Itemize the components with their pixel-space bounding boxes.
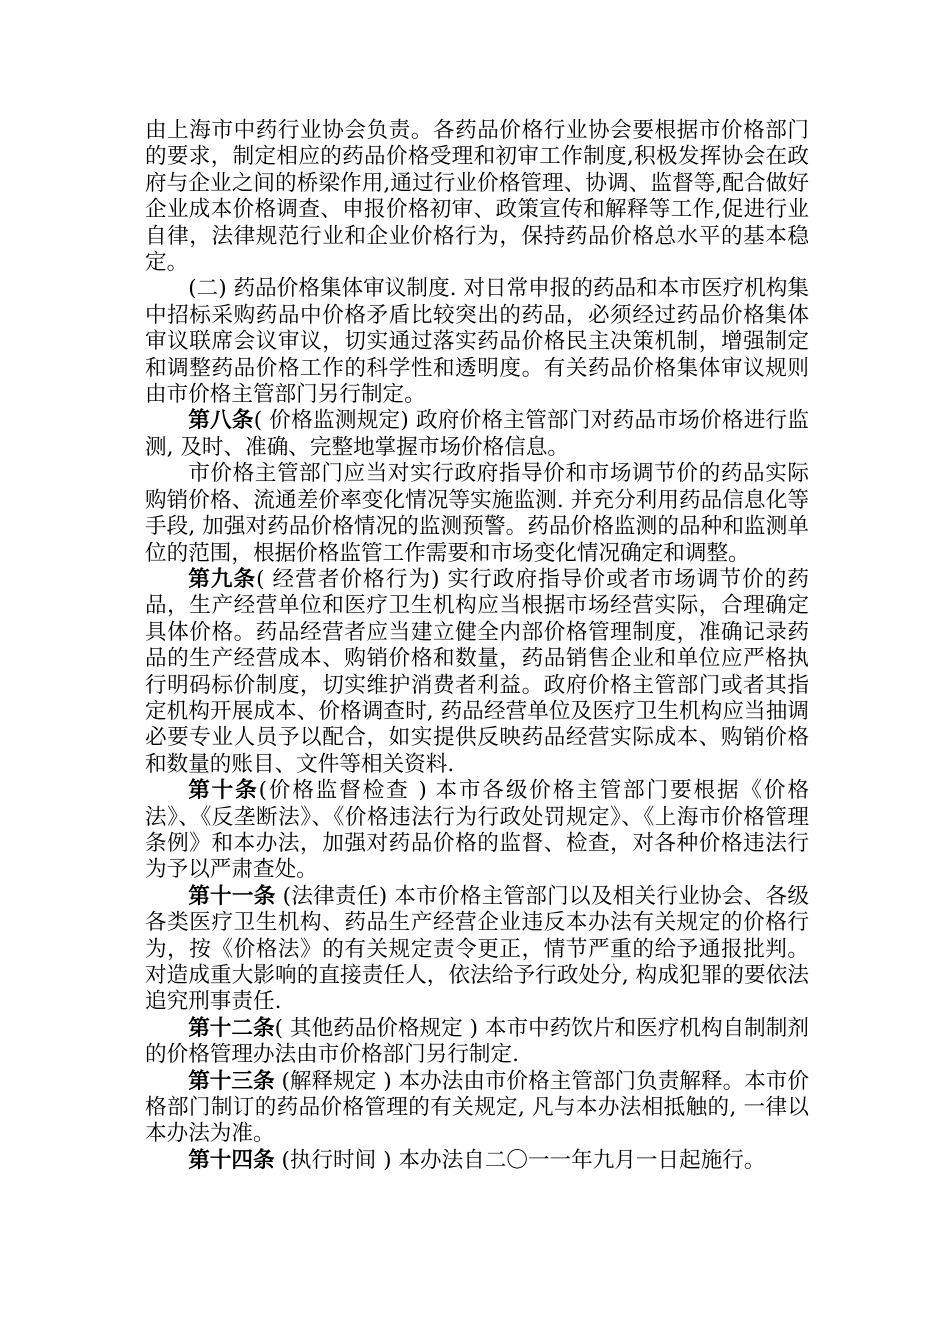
article-13 <box>145 1069 809 1148</box>
article-10 <box>145 778 809 884</box>
article-8 <box>145 408 809 461</box>
paragraph-text: ( 其他药品价格规定 ) 本市中药饮片和医疗机构自制制剂的价格管理办法由市价格部门另行制定. <box>145 1015 809 1068</box>
paragraph-text: (解释规定 ) 本办法由市价格主管部门负责解释。本市价格部门制订的药品价格管理的有关规定, 凡与本办法相抵触的, 一律以本办法为准。 <box>145 1068 809 1147</box>
paragraph-monitoring <box>145 461 809 567</box>
paragraph-association-duties <box>145 118 809 276</box>
article-number: 第十三条 <box>188 1068 275 1094</box>
article-11 <box>145 884 809 1016</box>
paragraph-text: (二) 药品价格集体审议制度. 对日常申报的药品和本市医疗机构集中招标采购药品中价格矛盾比较突出的药品，必须经过药品价格集体审议联席会议审议，切实通过落实药品价格民主决策机制，增强制定和调整药品价格工作的科学性和透明度。有关药品价格集体审议规则由市价格主管部门另行制定。 <box>145 276 809 408</box>
paragraph-text: 市价格主管部门应当对实行政府指导价和市场调节价的药品实际购销价格、流通差价率变化情况等实施监测. 并充分利用药品信息化等手段, 加强对药品价格情况的监测预警。药品价格监测的品种和监测单位的范围，根据价格监管工作需要和市场变化情况确定和调整。 <box>145 461 809 566</box>
document-page <box>145 118 809 1174</box>
article-14 <box>145 1148 809 1174</box>
paragraph-text: (执行时间 ) 本办法自二〇一一年九月一日起施行。 <box>274 1147 766 1173</box>
paragraph-text: ( 经营者价格行为) 实行政府指导价或者市场调节价的药品，生产经营单位和医疗卫生机构应当根据市场经营实际，合理确定具体价格。药品经营者应当建立健全内部价格管理制度，准确记录药品的生产经营成本、购销价格和数量，药品销售企业和单位应严格执行明码标价制度，切实维护消费者利益。政府价格主管部门或者其指定机构开展成本、价格调查时, 药品经营单位及医疗卫生机构应当抽调必要专业人员予以配合，如实提供反映药品经营实际成本、购销价格和数量的账目、文件等相关资料. <box>145 566 809 777</box>
article-number: 第八条 <box>188 408 254 434</box>
article-9 <box>145 567 809 778</box>
paragraph-text: 由上海市中药行业协会负责。各药品价格行业协会要根据市价格部门的要求，制定相应的药品价格受理和初审工作制度,积极发挥协会在政府与企业之间的桥梁作用,通过行业价格管理、协调、监督等,配合做好企业成本价格调查、申报价格初审、政策宣传和解释等工作,促进行业自律，法律规范行业和企业价格行为，保持药品价格总水平的基本稳定。 <box>145 118 809 276</box>
paragraph-text: (法律责任) 本市价格主管部门以及相关行业协会、各级各类医疗卫生机构、药品生产经营企业违反本办法有关规定的价格行为，按《价格法》的有关规定责令更正，情节严重的给予通报批判。对造成重大影响的直接责任人，依法给予行政处分, 构成犯罪的要依法追究刑事责任. <box>145 883 809 1015</box>
article-12 <box>145 1016 809 1069</box>
paragraph-text: ( 价格监测规定) 政府价格主管部门对药品市场价格进行监测, 及时、准确、完整地掌握市场价格信息。 <box>145 408 809 460</box>
article-number: 第十二条 <box>188 1015 275 1041</box>
article-number: 第十一条 <box>188 883 276 909</box>
paragraph-text: (价格监督检查 ) 本市各级价格主管部门要根据《价格法》、《反垄断法》、《价格违法行为行政处罚规定》、《上海市价格管理条例》和本办法，加强对药品价格的监督、检查，对各种价格违法行为予以严肃查处。 <box>145 778 809 883</box>
paragraph-collective-review <box>145 276 809 408</box>
article-number: 第九条 <box>188 566 257 592</box>
article-number: 第十条 <box>188 778 259 804</box>
article-number: 第十四条 <box>188 1147 275 1173</box>
